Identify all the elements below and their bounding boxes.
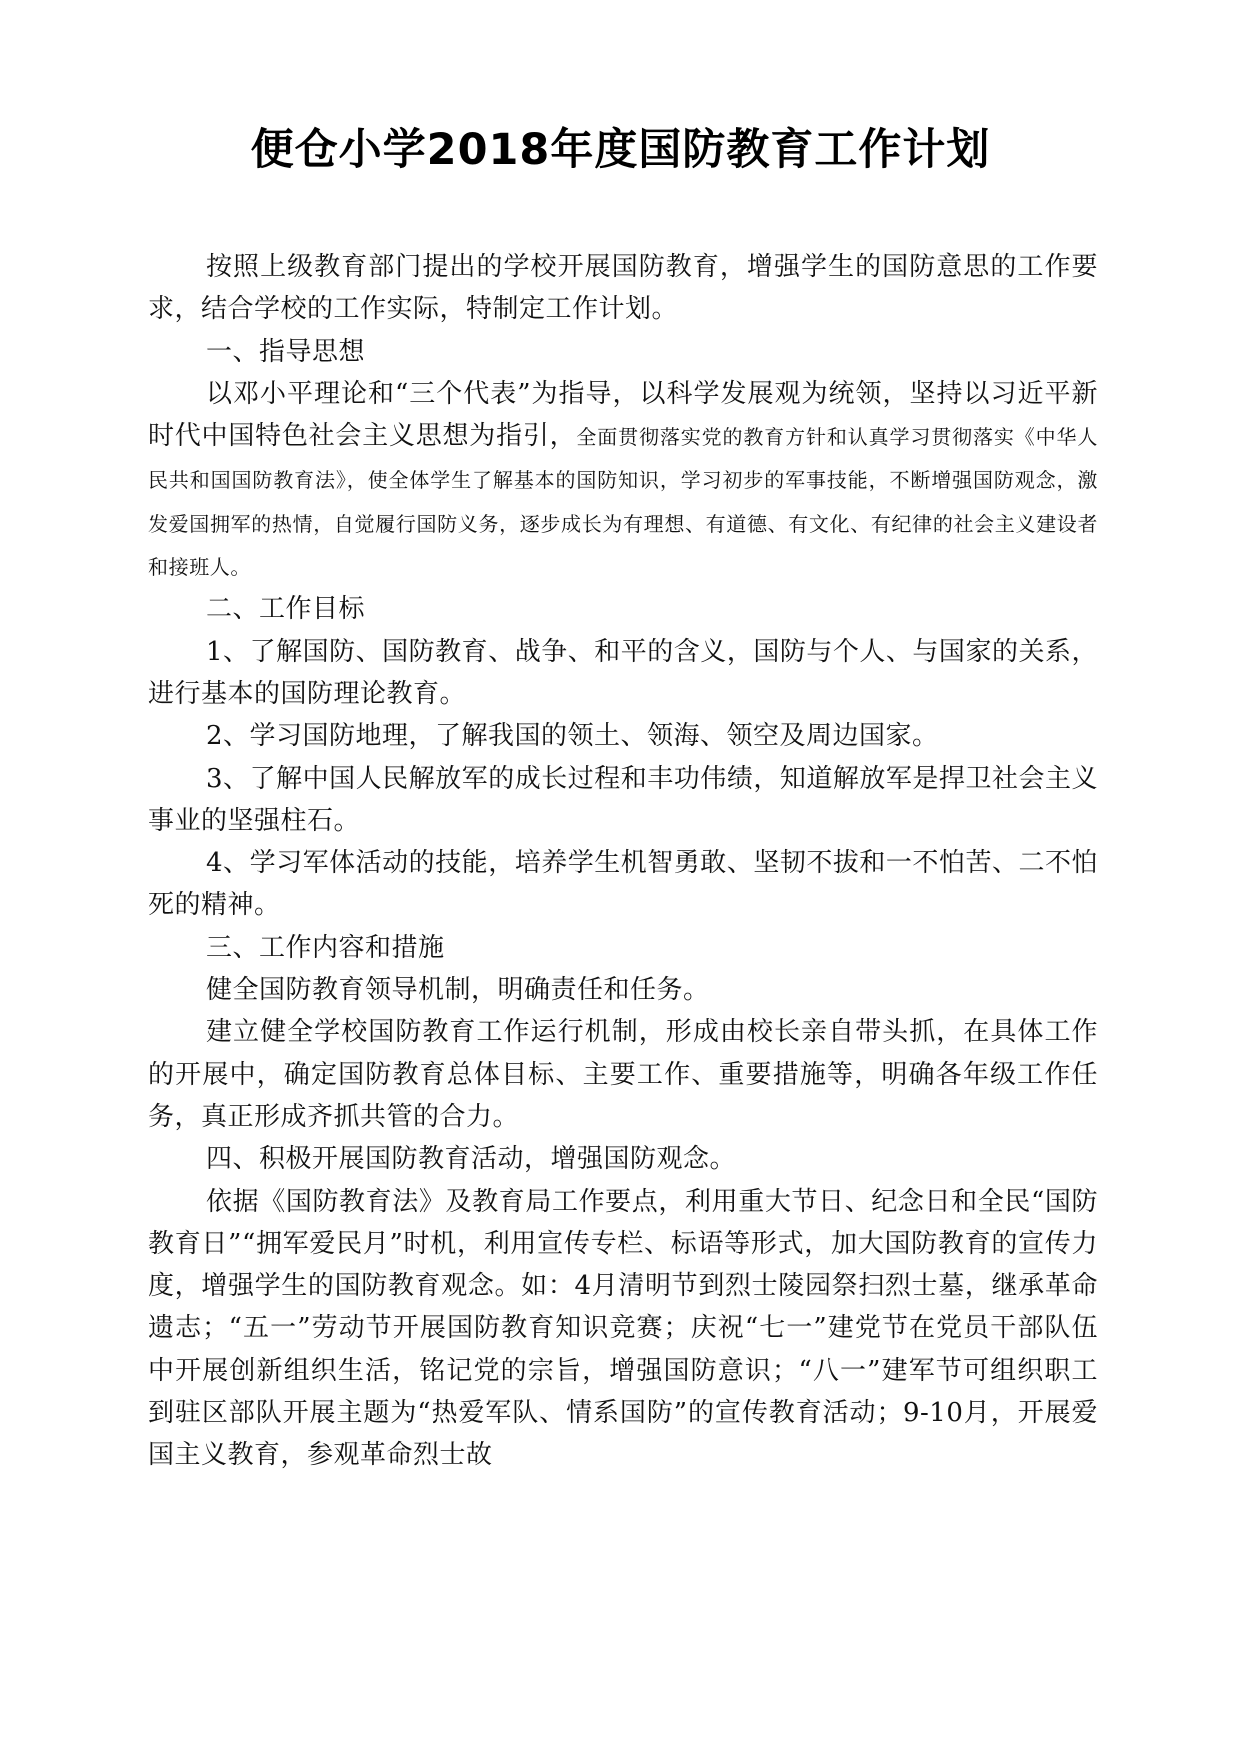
section-heading-content-measures: 三、工作内容和措施 <box>206 932 445 963</box>
measure-subheading: 健全国防教育领导机制，明确责任和任务。 <box>206 975 710 1006</box>
goal-item-1: 1、了解国防、国防教育、战争、和平的含义，国防与个人、与国家的关系，进行基本的国防理论教育。 <box>148 636 1098 709</box>
activities-paragraph: 依据《国防教育法》及教育局工作要点，利用重大节日、纪念日和全民“国防教育日”“拥军爱民月”时机，利用宣传专栏、标语等形式，加大国防教育的宣传力度，增强学生的国防教育观念。如：4月清明节到烈士陵园祭扫烈士墓，继承革命遗志；“五一”劳动节开展国防教育知识竞赛；庆祝“七一”建党节在党员干部队伍中开展创新组织生活，铭记党的宗旨，增强国防意识；“八一”建军节可组织职工到驻区部队开展主题为“热爱军队、情系国防”的宣传教育活动；9-10月，开展爱国主义教育，参观革命烈士故 <box>148 1186 1098 1471</box>
guiding-ideology-paragraph <box>148 373 1098 588</box>
section-heading-work-goals: 二、工作目标 <box>206 594 366 625</box>
goal-item-3: 3、了解中国人民解放军的成长过程和丰功伟绩，知道解放军是捍卫社会主义事业的坚强柱石。 <box>148 763 1098 836</box>
guiding-ideology-main-text: 以邓小平理论和“三个代表”为指导，以科学发展观为统领，坚持以习近平新时代中国特色社会主义思想为指引， <box>148 378 1098 452</box>
document-body <box>148 246 1098 1477</box>
section-heading-activities: 四、积极开展国防教育活动，增强国防观念。 <box>206 1144 737 1175</box>
goal-item-2: 2、学习国防地理，了解我国的领土、领海、领空及周边国家。 <box>206 721 939 752</box>
guiding-ideology-small-text: 全面贯彻落实党的教育方针和认真学习贯彻落实《中华人民共和国国防教育法》，使全体学生了解基本的国防知识，学习初步的军事技能，不断增强国防观念，激发爱国拥军的热情，自觉履行国防义务，逐步成长为有理想、有道德、有文化、有纪律的社会主义建设者和接班人。 <box>148 425 1098 580</box>
measure-paragraph: 建立健全学校国防教育工作运行机制，形成由校长亲自带头抓，在具体工作的开展中，确定国防教育总体目标、主要工作、重要措施等，明确各年级工作任务，真正形成齐抓共管的合力。 <box>148 1017 1098 1132</box>
section-heading-guiding-ideology: 一、指导思想 <box>206 336 366 367</box>
document-title: 便仓小学2018年度国防教育工作计划 <box>250 125 991 175</box>
intro-paragraph: 按照上级教育部门提出的学校开展国防教育，增强学生的国防意思的工作要求，结合学校的工作实际，特制定工作计划。 <box>148 252 1098 325</box>
goal-item-4: 4、学习军体活动的技能，培养学生机智勇敢、坚韧不拔和一不怕苦、二不怕死的精神。 <box>148 848 1098 921</box>
